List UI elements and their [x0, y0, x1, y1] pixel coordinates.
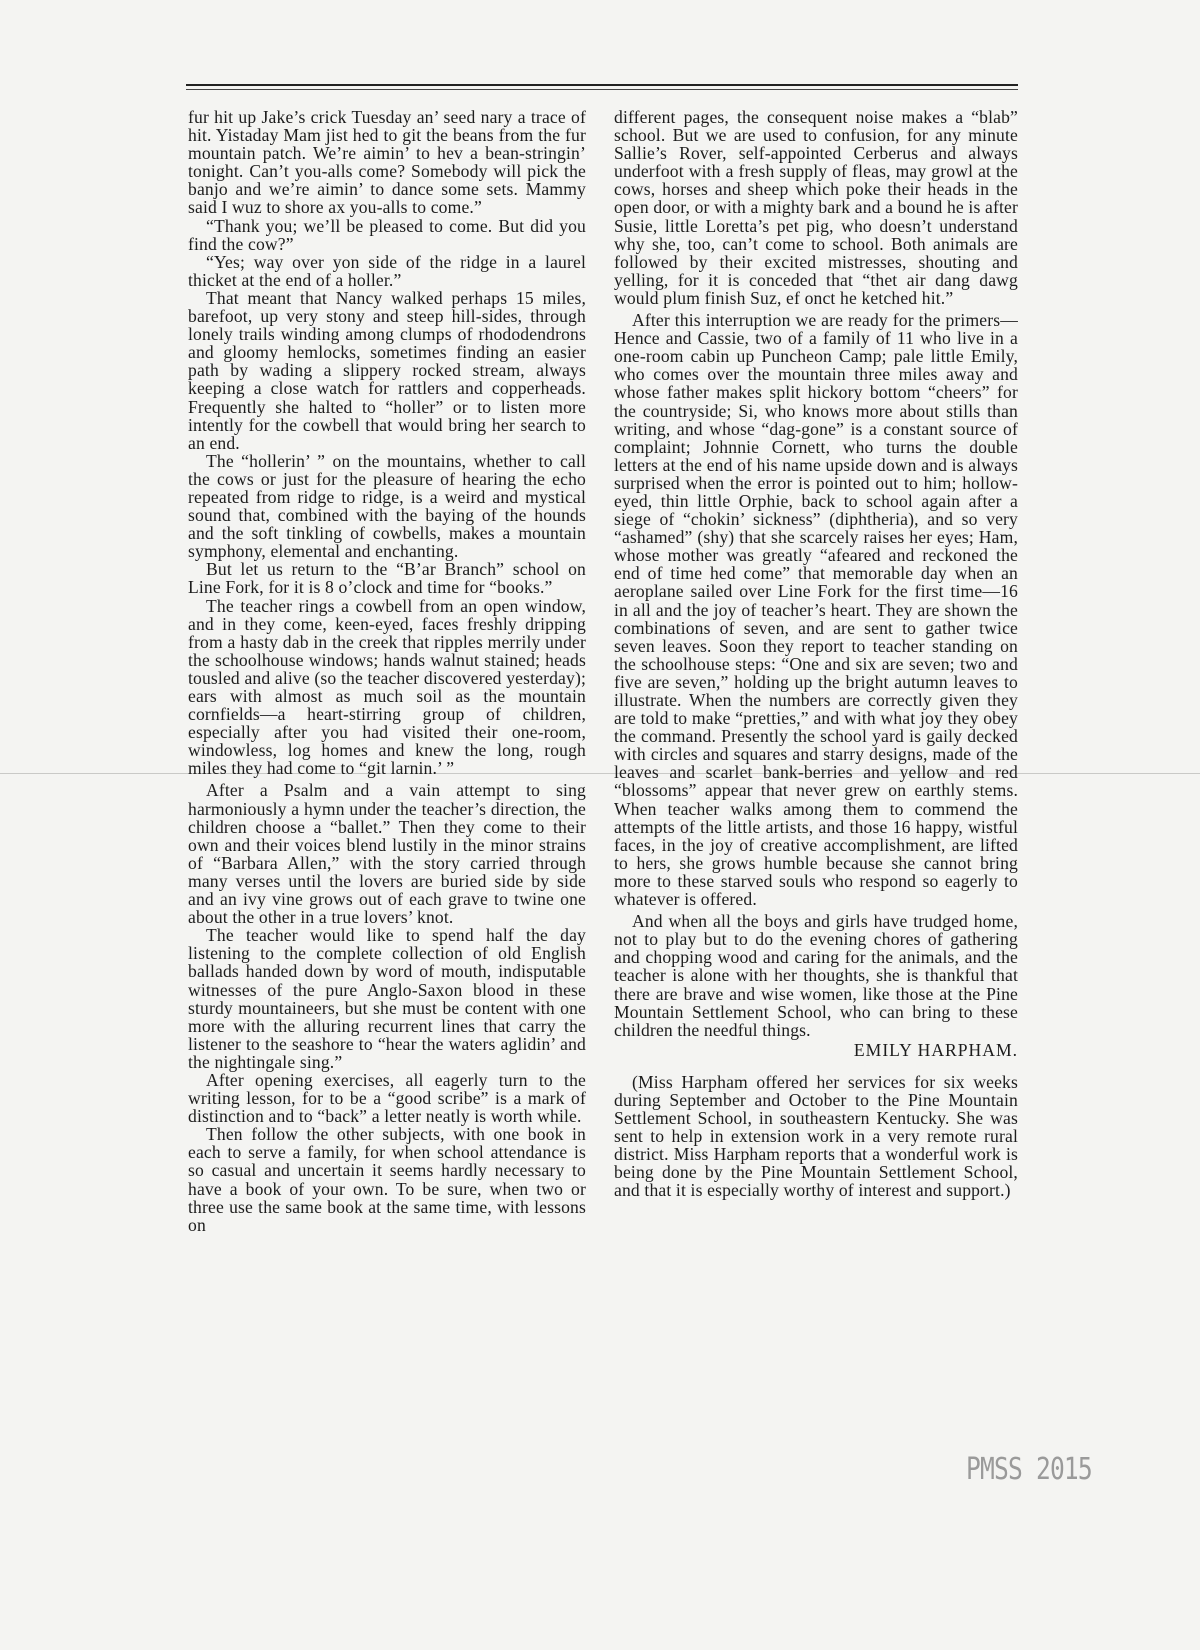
- paragraph: different pages, the consequent noise makes a “blab” school. But we are used to confusion, for any minute Sallie’s Rover, self-appointed Cerberus and always underfoot with a fresh supply of fleas, may growl at the cows, horses and sheep which poke their heads in the open door, or with a mighty bark and a bound he is after Susie, little Loretta’s pet pig, who doesn’t understand why she, too, can’t come to school. Both animals are followed by their excited mistresses, shouting and yelling, for it is conceded that “thet air dang dawg would plum finish Suz, ef onct he ketched hit.”: [614, 107, 1018, 308]
- watermark: PMSS 2015: [966, 1452, 1092, 1487]
- paragraph: And when all the boys and girls have trudged home, not to play but to do the evening chores of gathering and chopping wood and caring for the animals, and the teacher is alone with her thoughts, she is thankful that there are brave and wise women, like those at the Pine Mountain Settlement School, who can bring to these children the needful things.: [614, 911, 1018, 1040]
- paragraph: The teacher would like to spend half the day listening to the complete collection of old English ballads handed down by word of mouth, indisputable witnesses of the pure Anglo-Saxon blood in these sturdy mountaineers, but she must be content with one more with the alluring recurrent lines that carry the listener to the seashore to “hear the waters aglidin’ and the nightingale sing.”: [188, 925, 586, 1072]
- paragraph: The teacher rings a cowbell from an open window, and in they come, keen-eyed, faces freshly dripping from a hasty dab in the creek that ripples merrily under the schoolhouse windows; hands walnut stained; heads tousled and alive (so the teacher discovered yesterday); ears with almost as much soil as the mountain cornfields—a heart-stirring group of children, especially after you had visited their one-room, windowless, log homes and knew the long, rough miles they had come to “git larnin.’ ”: [188, 595, 586, 779]
- paragraph: After a Psalm and a vain attempt to sing harmoniously a hymn under the teacher’s direction, the children choose a “ballet.” Then they come to their own and their voices blend lustily in the minor strains of “Barbara Allen,” with the story carried through many verses until the lovers are buried side by side and an ivy vine grows out of each grave to twine one about the other in a true lovers’ knot.: [188, 780, 586, 928]
- paragraph: “Yes; way over yon side of the ridge in a laurel thicket at the end of a holler.”: [188, 251, 586, 290]
- paragraph: The “hollerin’ ” on the mountains, whether to call the cows or just for the pleasure of hearing the echo repeated from ridge to ridge, is a weird and mystical sound that, combined with the baying of the hounds and the soft tinkling of cowbells, makes a mountain symphony, elemental and enchanting.: [188, 450, 586, 562]
- left-column: [188, 108, 586, 1234]
- header-rule: [186, 84, 1018, 90]
- paragraph: That meant that Nancy walked perhaps 15 miles, barefoot, up very stony and steep hill-sides, through lonely trails winding among clumps of rhododendrons and gloomy hemlocks, sometimes finding an easier path by wading a slippery rocked stream, always keeping a close watch for rattlers and copperheads. Frequently she halted to “holler” or to listen more intently for the cowbell that would bring her search to an end.: [188, 287, 586, 453]
- paragraph: “Thank you; we’ll be pleased to come. But did you find the cow?”: [188, 215, 586, 254]
- paper-fold-line: [0, 773, 1200, 774]
- paragraph: But let us return to the “B’ar Branch” school on Line Fork, for it is 8 o’clock and time for “books.”: [188, 559, 586, 598]
- paragraph: After opening exercises, all eagerly turn to the writing lesson, for to be a “good scribe” is a mark of distinction and to “back” a letter neatly is worth while.: [188, 1069, 586, 1127]
- paragraph: After this interruption we are ready for the primers—Hence and Cassie, two of a family of 11 who live in a one-room cabin up Puncheon Camp; pale little Emily, who comes over the mountain three miles away and whose father makes split hickory bottom “cheers” for the countryside; Si, who knows more about stills than writing, and whose “dag-gone” is a constant source of complaint; Johnnie Cornett, who turns the double letters at the end of his name upside down and is always surprised when the error is pointed out to him; hollow-eyed, thin little Orphie, back to school again after a siege of “chokin’ sickness” (diphtheria), and so very “ashamed” (shy) that she scarcely raises her eyes; Ham, whose mother was greatly “afeared and reckoned the end of time hed come” that memorable day when an aeroplane sailed over Line Fork for the first time—16 in all and the joy of teacher’s heart. They are shown the combinations of seven, and are sent to gather twice seven leaves. Soon they report to teacher standing on the schoolhouse steps: “One and six are seven; two and five are seven,” holding up the bright autumn leaves to illustrate. When the numbers are correctly given they are told to make “pretties,” and with what joy they obey the command. Presently the school yard is gaily decked with circles and squares and starry designs, made of the leaves and scarlet bank-berries and yellow and red “blossoms” appear that never grew on earthly stems. When teacher walks among them to commend the attempts of the little artists, and those 16 happy, wistful faces, in the joy of creative accomplishment, are lifted to hers, she grows humble because she cannot bring more to these starved souls who respond so eagerly to whatever is offered.: [614, 310, 1018, 910]
- paragraph: fur hit up Jake’s crick Tuesday an’ seed nary a trace of hit. Yistaday Mam jist hed to git the beans from the fur mountain patch. We’re aimin’ to hev a bean-stringin’ tonight. Can’t you-alls come? Somebody will pick the banjo and we’re aimin’ to dance some sets. Mammy said I wuz to shore ax you-alls to come.”: [188, 107, 586, 218]
- editor-note: (Miss Harpham offered her services for six weeks during September and October to the Pine Mountain Settlement School, in southeastern Kentucky. She was sent to help in extension work in a very remote rural district. Miss Harpham reports that a wonderful work is being done by the Pine Mountain Settlement School, and that it is especially worthy of interest and support.): [614, 1071, 1018, 1201]
- author-signature: EMILY HARPHAM.: [853, 1039, 1018, 1060]
- paragraph: Then follow the other subjects, with one book in each to serve a family, for when school attendance is so casual and uncertain it seems hardly necessary to have a book of your own. To be sure, when two or three use the same book at the same time, with lessons on: [188, 1124, 586, 1235]
- right-column: [614, 108, 1018, 1200]
